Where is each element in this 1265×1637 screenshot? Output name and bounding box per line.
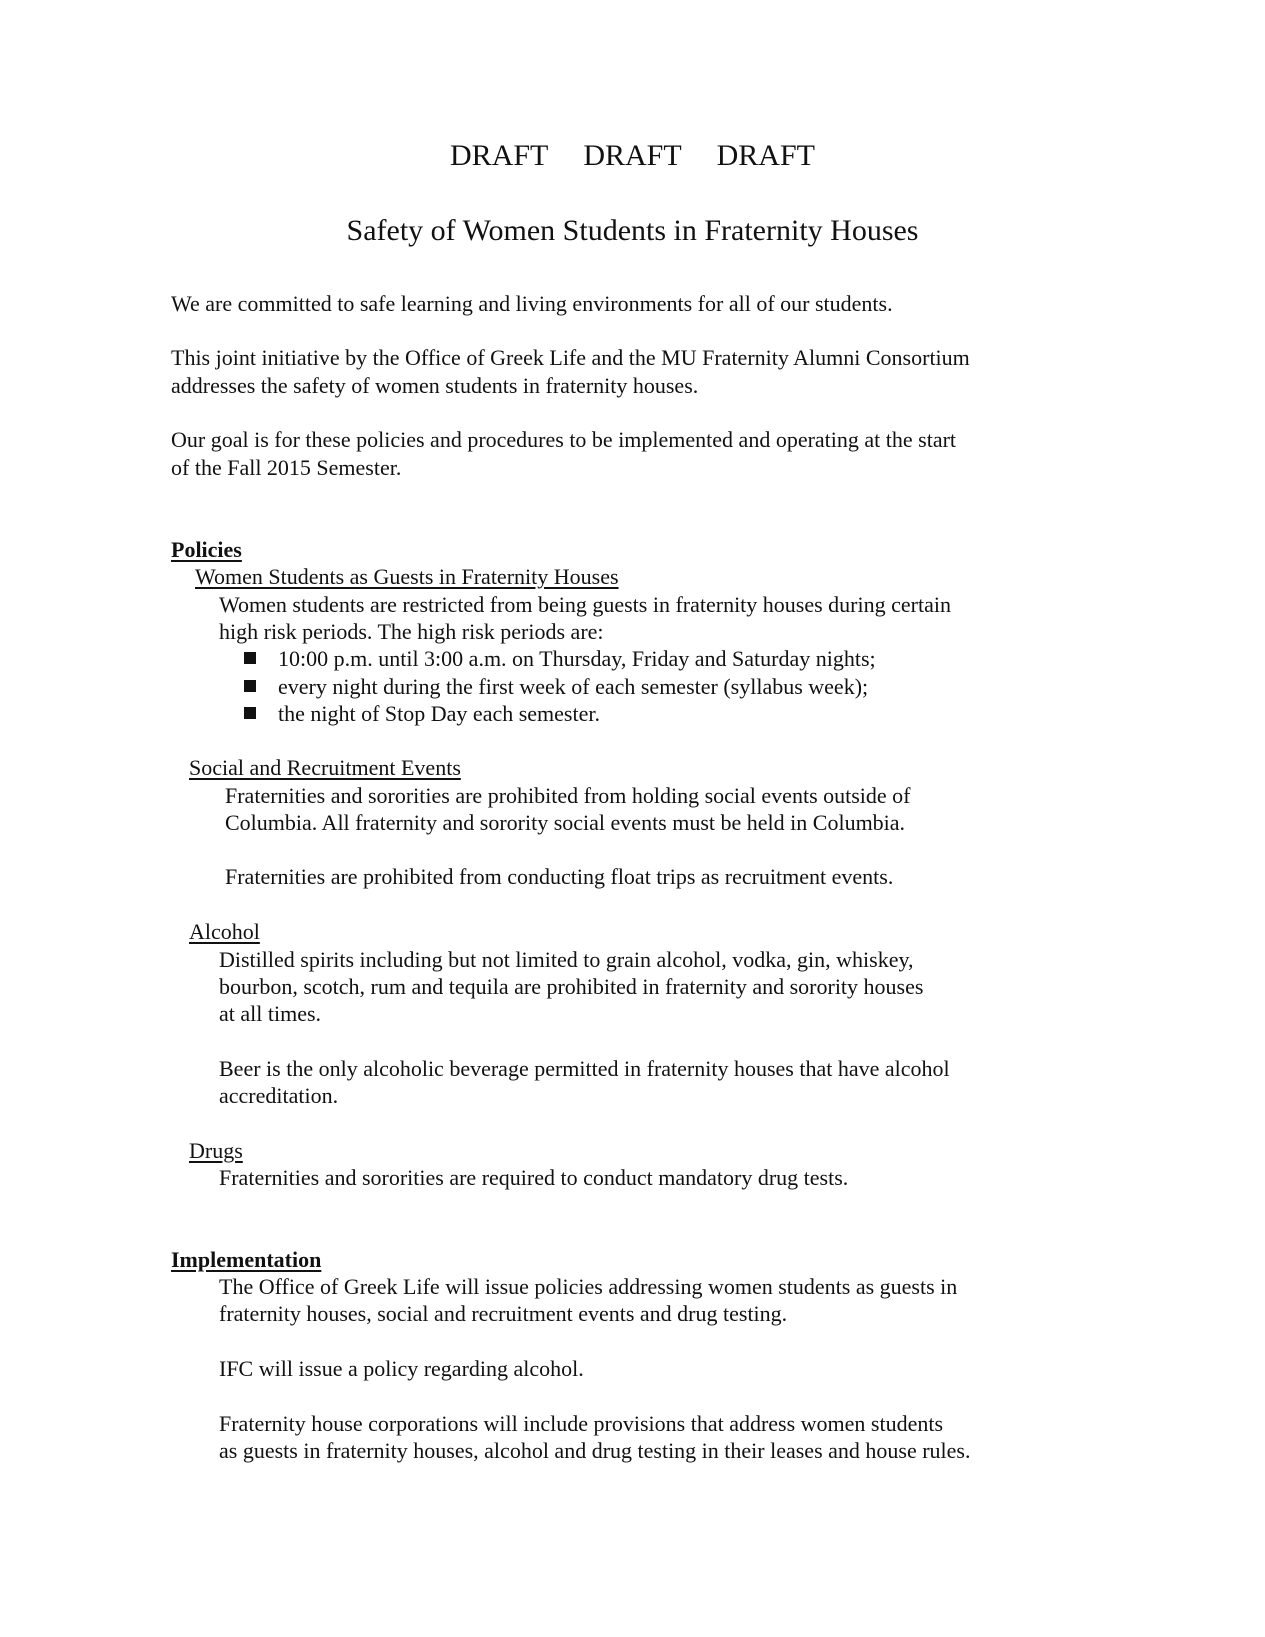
social-line-2: Columbia. All fraternity and sorority social events must be held in Columbia. xyxy=(225,810,906,835)
implementation-heading: Implementation xyxy=(171,1247,322,1272)
alcohol-line-5: accreditation. xyxy=(219,1083,339,1108)
bullet-item: every night during the first week of each semester (syllabus week); xyxy=(278,674,869,699)
implementation-line-4: Fraternity house corporations will include provisions that address women students xyxy=(219,1411,944,1436)
alcohol-line-3: at all times. xyxy=(219,1001,322,1026)
drugs-subheading: Drugs xyxy=(189,1138,243,1163)
draft-marks: DRAFT DRAFT DRAFT xyxy=(450,139,815,172)
alcohol-line-1: Distilled spirits including but not limited to grain alcohol, vodka, gin, whiskey, xyxy=(219,947,914,972)
guests-line-1: Women students are restricted from being guests in fraternity houses during certain xyxy=(219,592,951,617)
implementation-line-1: The Office of Greek Life will issue policies addressing women students as guests in xyxy=(219,1274,958,1299)
intro-paragraph-2-line-1: This joint initiative by the Office of Greek Life and the MU Fraternity Alumni Consortium xyxy=(171,345,970,370)
square-bullet-icon xyxy=(244,652,256,664)
alcohol-line-4: Beer is the only alcoholic beverage permitted in fraternity houses that have alcohol xyxy=(219,1056,950,1081)
alcohol-line-2: bourbon, scotch, rum and tequila are prohibited in fraternity and sorority houses xyxy=(219,974,924,999)
document-title: Safety of Women Students in Fraternity Houses xyxy=(346,214,919,247)
bullet-item: the night of Stop Day each semester. xyxy=(278,701,600,726)
social-line-1: Fraternities and sororities are prohibited from holding social events outside of xyxy=(225,783,911,808)
intro-paragraph-1: We are committed to safe learning and living environments for all of our students. xyxy=(171,291,893,316)
social-subheading: Social and Recruitment Events xyxy=(189,755,461,780)
intro-paragraph-3-line-2: of the Fall 2015 Semester. xyxy=(171,455,402,480)
bullet-item: 10:00 p.m. until 3:00 a.m. on Thursday, Friday and Saturday nights; xyxy=(278,646,876,671)
guests-subheading: Women Students as Guests in Fraternity Houses xyxy=(195,564,619,589)
implementation-line-5: as guests in fraternity houses, alcohol and drug testing in their leases and house rules. xyxy=(219,1438,971,1463)
guests-line-2: high risk periods. The high risk periods are: xyxy=(219,619,604,644)
intro-paragraph-2-line-2: addresses the safety of women students in fraternity houses. xyxy=(171,373,699,398)
implementation-line-3: IFC will issue a policy regarding alcohol. xyxy=(219,1356,584,1381)
implementation-line-2: fraternity houses, social and recruitment events and drug testing. xyxy=(219,1301,788,1326)
square-bullet-icon xyxy=(244,680,256,692)
intro-paragraph-3-line-1: Our goal is for these policies and procedures to be implemented and operating at the start xyxy=(171,427,957,452)
alcohol-subheading: Alcohol xyxy=(189,919,260,944)
square-bullet-icon xyxy=(244,707,256,719)
policies-heading: Policies xyxy=(171,537,242,562)
drugs-line-1: Fraternities and sororities are required to conduct mandatory drug tests. xyxy=(219,1165,849,1190)
social-line-3: Fraternities are prohibited from conducting float trips as recruitment events. xyxy=(225,864,894,889)
